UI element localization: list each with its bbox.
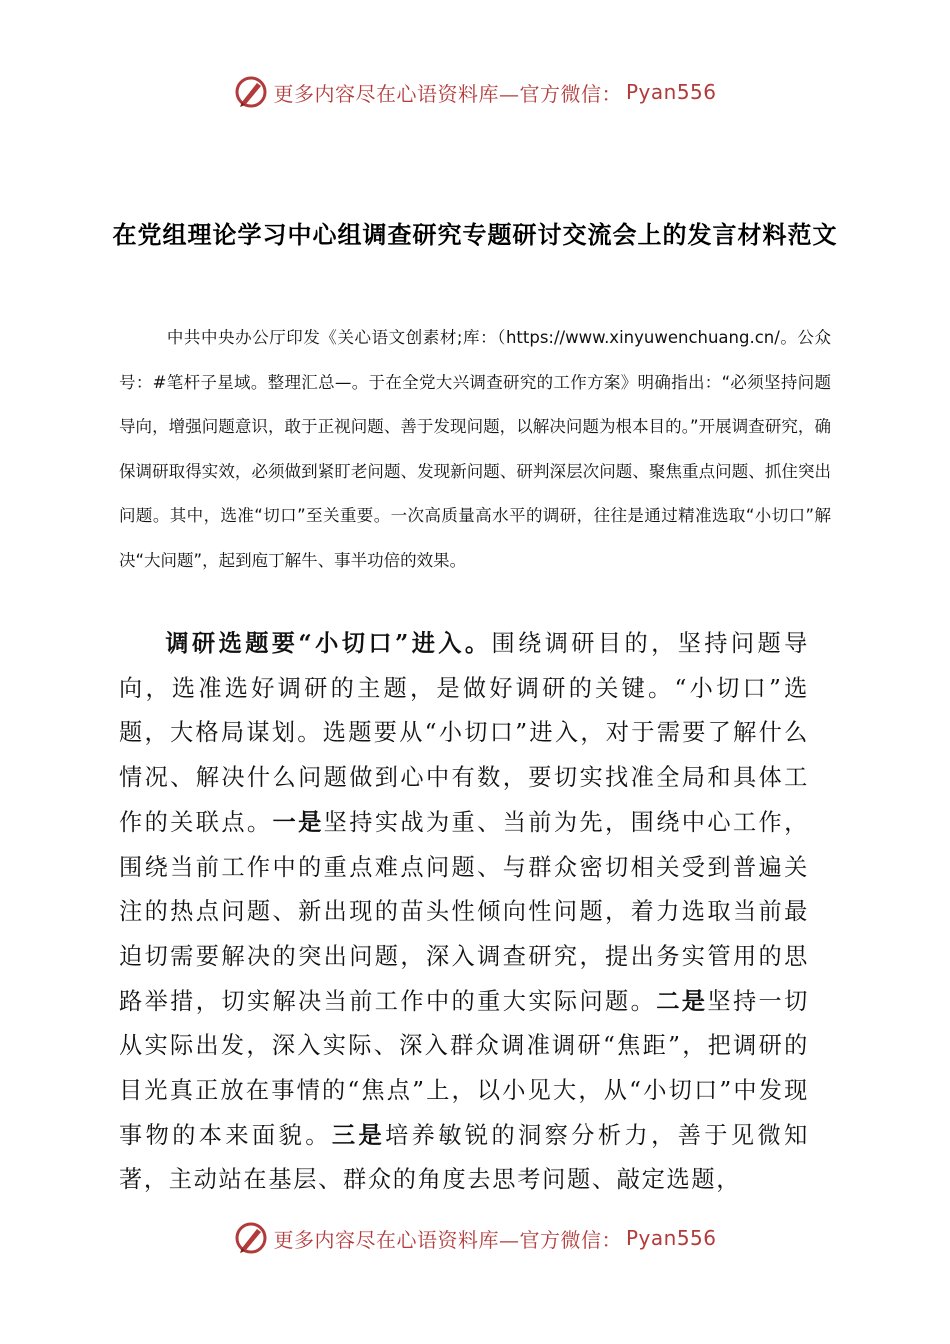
banner-wechat-id: Pyan556	[625, 80, 717, 104]
section-lead: 调研选题要“小切口”进入。	[165, 630, 492, 657]
section-text-3: 坚持一切从实际出发，深入实际、深入群众调准调研“焦距”，把调研的目光真正放在事情的“焦点”上，以小见大，从“小切口”中发现事物的本来面貌。	[119, 987, 809, 1149]
point-marker-1: 一是	[272, 808, 324, 836]
intro-paragraph: 中共中央办公厅印发《关心语文创素材;库：（https://www.xinyuwenchuang.cn/。公众号：#笔杆子星域。整理汇总—。于在全党大兴调查研究的工作方案》明确指出：“必须坚持问题导向，增强问题意识，敢于正视问题、善于发现问题，以解决问题为根本目的。”开展调查研究，确保调研取得实效，必须做到紧盯老问题、发现新问题、研判深层次问题、聚焦重点问题、抓住突出问题。其中，选准“切口”至关重要。一次高质量高水平的调研，往往是通过精准选取“小切口”解决“大问题”，起到庖丁解牛、事半功倍的效果。	[119, 328, 831, 570]
banner-wechat-label: 官方微信：	[519, 81, 622, 106]
body-paragraph	[119, 622, 809, 1203]
section-text-1: 围绕调研目的，坚持问题导向，选准选好调研的主题，是做好调研的关键。“小切口”选题，大格局谋划。选题要从“小切口”进入，对于需要了解什么情况、解决什么问题做到心中有数，要切实找准全局和具体工作的关联点。	[119, 630, 809, 836]
header-banner	[0, 72, 950, 112]
point-marker-3: 三是	[331, 1121, 386, 1149]
point-marker-2: 二是	[656, 987, 708, 1015]
section-text-4: 培养敏锐的洞察分析力，善于见微知著，主动站在基层、群众的角度去思考问题、敲定选题，	[119, 1121, 810, 1194]
banner-text: 更多内容尽在心语资料库—	[273, 1227, 520, 1252]
banner-text: 更多内容尽在心语资料库—	[273, 81, 520, 106]
document-title: 在党组理论学习中心组调查研究专题研讨交流会上的发言材料范文	[112, 220, 838, 249]
section-text-2: 坚持实战为重、当前为先，围绕中心工作，围绕当前工作中的重点难点问题、与群众密切相关受到普遍关注的热点问题、新出现的苗头性倾向性问题，着力选取当前最迫切需要解决的突出问题，深入调查研究，提出务实管用的思路举措，切实解决当前工作中的重大实际问题。	[119, 808, 809, 1015]
banner-wechat-label: 官方微信：	[519, 1227, 622, 1252]
banner-wechat-id: Pyan556	[625, 1226, 717, 1250]
pen-logo-icon	[233, 1220, 269, 1256]
footer-banner	[0, 1218, 950, 1258]
pen-logo-icon	[233, 74, 269, 110]
